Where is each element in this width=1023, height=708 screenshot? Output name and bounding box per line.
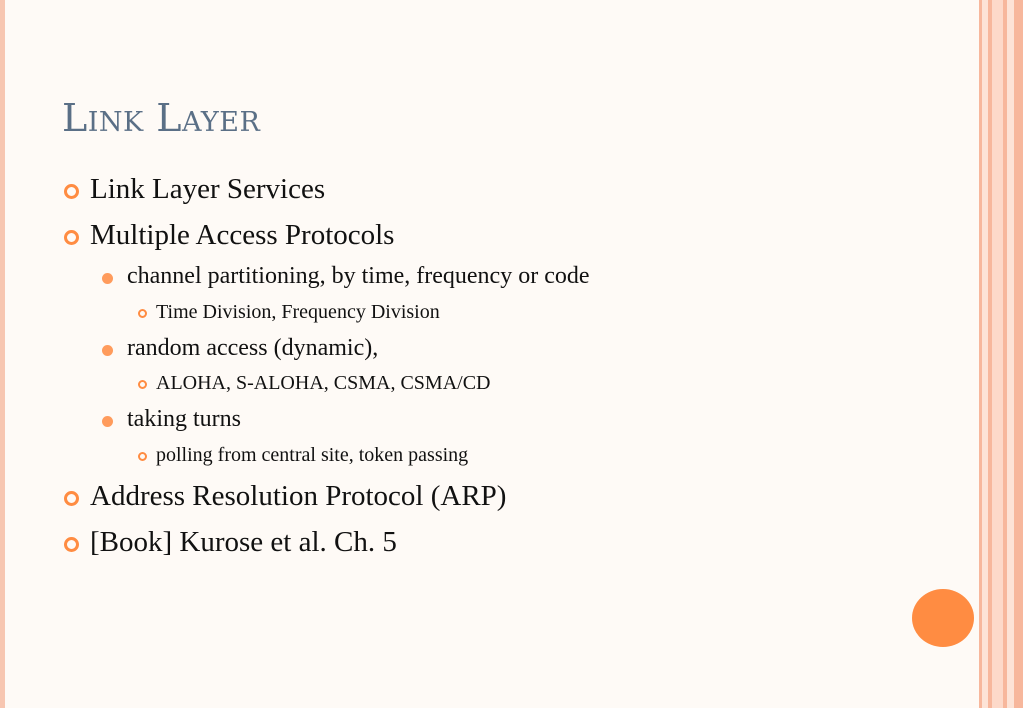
- list-item-text: polling from central site, token passing: [156, 444, 469, 466]
- bullet-ring-icon: [138, 309, 147, 318]
- list-item-text: ALOHA, S-ALOHA, CSMA, CSMA/CD: [156, 372, 491, 394]
- bullet-ring-icon: [64, 184, 79, 199]
- list-item-text: taking turns: [127, 406, 241, 432]
- bullet-dot-icon: [102, 273, 113, 284]
- list-item-text: random access (dynamic),: [127, 335, 379, 361]
- bullet-ring-icon: [64, 491, 79, 506]
- list-item-text: Time Division, Frequency Division: [156, 301, 440, 323]
- right-stripe: [992, 0, 1003, 708]
- right-stripe: [1007, 0, 1014, 708]
- decorative-circle: [912, 589, 974, 647]
- slide-title: Link Layer: [62, 96, 261, 140]
- right-stripe: [1014, 0, 1023, 708]
- list-item-text: Address Resolution Protocol (ARP): [90, 480, 507, 512]
- bullet-dot-icon: [102, 345, 113, 356]
- list-item-text: Multiple Access Protocols: [90, 219, 395, 251]
- list-item-text: Link Layer Services: [90, 173, 326, 205]
- left-border-rule: [0, 0, 5, 708]
- list-item-text: [Book] Kurose et al. Ch. 5: [90, 526, 397, 558]
- bullet-ring-icon: [138, 380, 147, 389]
- bullet-ring-icon: [64, 537, 79, 552]
- bullet-ring-icon: [64, 230, 79, 245]
- list-item-text: channel partitioning, by time, frequency or code: [127, 263, 590, 289]
- bullet-ring-icon: [138, 452, 147, 461]
- bullet-dot-icon: [102, 416, 113, 427]
